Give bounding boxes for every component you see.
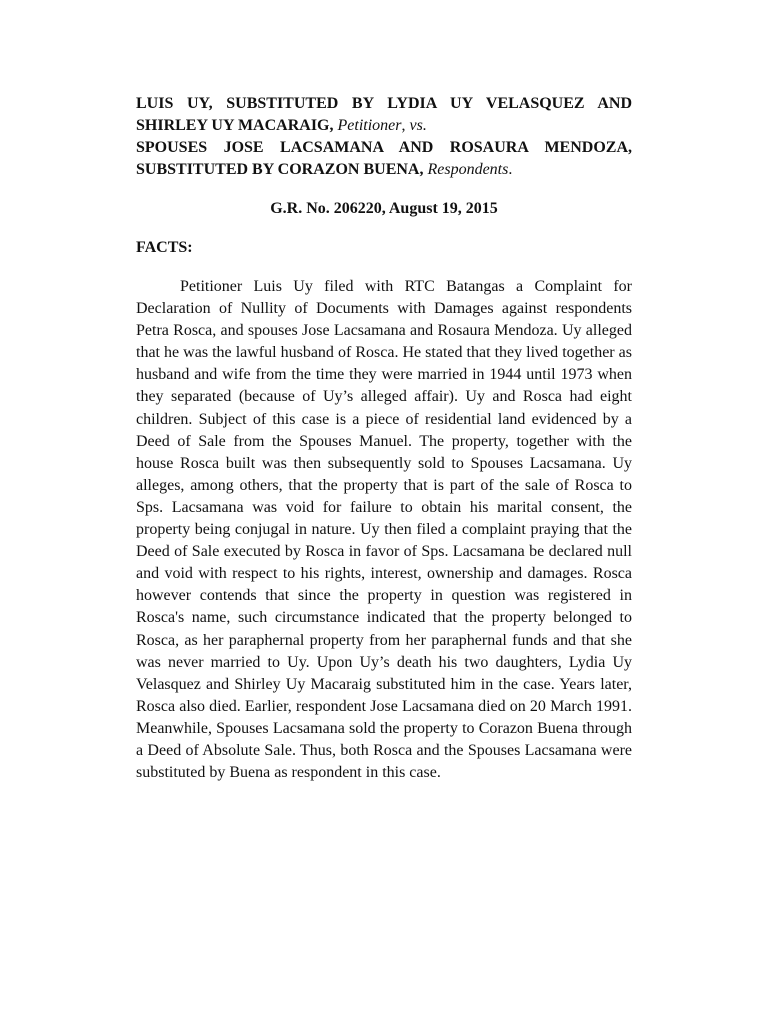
document-content bbox=[136, 93, 632, 800]
facts-heading: FACTS: bbox=[136, 239, 193, 256]
petitioner-names-line1: LUIS UY, SUBSTITUTED BY LYDIA UY VELASQUEZ AND bbox=[136, 95, 632, 112]
respondent-names-line1: SPOUSES JOSE LACSAMANA AND ROSAURA MENDOZA, bbox=[136, 139, 632, 156]
case-caption bbox=[136, 93, 632, 181]
petitioner-names-line2: SHIRLEY UY MACARAIG bbox=[136, 117, 330, 134]
caption-line-2: SHIRLEY UY MACARAIG, Petitioner, vs. bbox=[136, 117, 427, 134]
facts-paragraph: Petitioner Luis Uy filed with RTC Batangas a Complaint for Declaration of Nullity of Documents with Damages against respondents Petra Rosca, and spouses Jose Lacsamana and Rosaura Mendoza. Uy alleged that he was the lawful husband of Rosca. He stated that they lived together as husband and wife from the time they were married in 1944 until 1973 when they separated (because of Uy’s alleged affair). Uy and Rosca had eight children. Subject of this case is a piece of residential land evidenced by a Deed of Sale from the Spouses Manuel. The property, together with the house Rosca built was then subsequently sold to Spouses Lacsamana. Uy alleges, among others, that the property that is part of the sale of Rosca to Sps. Lacsamana was void for failure to obtain his marital consent, the property being conjugal in nature. Uy then filed a complaint praying that the Deed of Sale executed by Rosca in favor of Sps. Lacsamana be declared null and void with respect to his rights, interest, ownership and damages. Rosca however contends that since the property in question was registered in Rosca's name, such circumstance indicated that the property belonged to Rosca, as her paraphernal property from her paraphernal funds and that she was never married to Uy. Upon Uy’s death his two daughters, Lydia Uy Velasquez and Shirley Uy Macaraig substituted him in the case. Years later, Rosca also died. Earlier, respondent Jose Lacsamana died on 20 March 1991. Meanwhile, Spouses Lacsamana sold the property to Corazon Buena through a Deed of Absolute Sale. Thus, both Rosca and the Spouses Lacsamana were substituted by Buena as respondent in this case. bbox=[136, 278, 632, 782]
petitioner-role: Petitioner bbox=[337, 117, 402, 134]
case-number: G.R. No. 206220, August 19, 2015 bbox=[270, 200, 498, 217]
caption-line-4: SUBSTITUTED BY CORAZON BUENA, Respondents. bbox=[136, 161, 513, 178]
versus-label: vs. bbox=[409, 117, 427, 134]
caption-line-3 bbox=[136, 137, 632, 159]
respondent-role: Respondents bbox=[427, 161, 509, 178]
respondent-names-line2: SUBSTITUTED BY CORAZON BUENA bbox=[136, 161, 420, 178]
caption-line-1 bbox=[136, 93, 632, 115]
